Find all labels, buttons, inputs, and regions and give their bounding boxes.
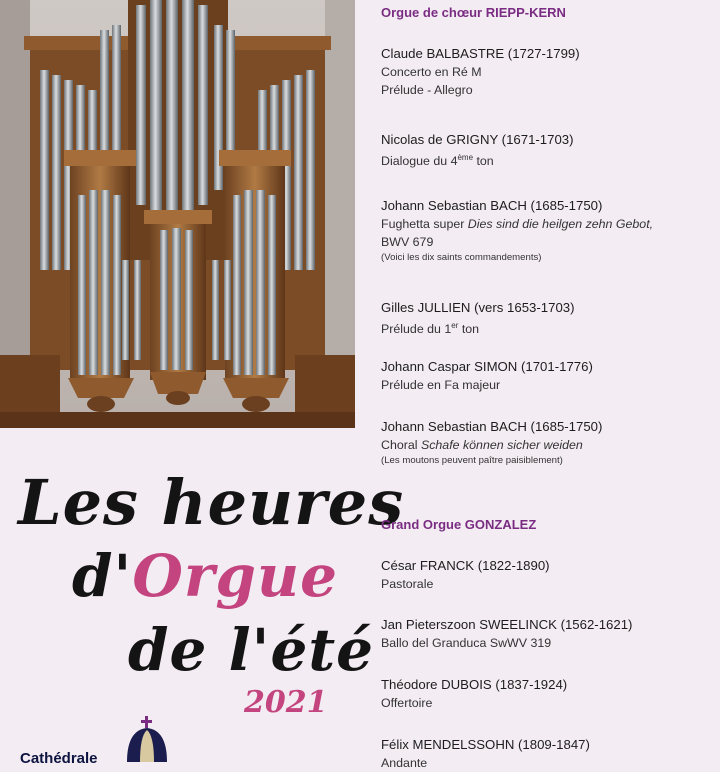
work-title-text: Choral: [381, 438, 421, 452]
composer-name: Johann Sebastian BACH (1685-1750): [381, 198, 603, 213]
title-year: 2021: [244, 685, 328, 720]
work-title: [381, 317, 715, 338]
work-title-italic: Dies sind die heilgen zehn Gebot,: [467, 217, 654, 231]
work-catalog: BWV 679: [381, 235, 434, 249]
ordinal-suffix: ème: [457, 153, 474, 162]
work-title-text: Prélude du 1: [381, 322, 452, 337]
cathedral-label: Cathédrale: [20, 750, 98, 767]
organ-illustration: [0, 0, 355, 428]
composer-name: Johann Sebastian BACH (1685-1750): [381, 419, 603, 434]
composer-name: Claude BALBASTRE (1727-1799): [381, 46, 580, 61]
program-item: [381, 44, 715, 99]
composer-name: Théodore DUBOIS (1837-1924): [381, 677, 568, 692]
program-item: [381, 357, 715, 394]
program-item: [381, 556, 715, 593]
work-title-text: Dialogue du 4: [381, 154, 458, 169]
work-title-italic: Schafe können sicher weiden: [420, 438, 583, 452]
work-title: Offertoire: [381, 696, 433, 710]
work-title-text: Fughetta super: [381, 217, 468, 231]
section-heading-choir-organ: Orgue de chœur RIEPP-KERN: [381, 5, 566, 20]
program-item: [381, 417, 715, 468]
cathedral-dome-icon: [122, 716, 172, 766]
work-title-text: ton: [473, 154, 494, 169]
concert-program: [381, 0, 715, 770]
work-title: [381, 149, 715, 170]
title-line-2: [72, 542, 338, 610]
composer-name: Félix MENDELSSOHN (1809-1847): [381, 737, 590, 752]
organ-photo: [0, 0, 355, 428]
work-title: Andante: [381, 756, 428, 770]
translation-note: (Les moutons peuvent paître paisiblement): [381, 455, 563, 466]
composer-name: Gilles JULLIEN (vers 1653-1703): [381, 300, 575, 315]
composer-name: Jan Pieterszoon SWEELINCK (1562-1621): [381, 617, 633, 632]
work-title: Prélude en Fa majeur: [381, 378, 501, 392]
composer-name: Nicolas de GRIGNY (1671-1703): [381, 132, 574, 147]
work-title: Concerto en Ré M: [381, 65, 482, 79]
work-title: Pastorale: [381, 577, 434, 591]
ordinal-suffix: er: [451, 321, 459, 330]
work-title: [381, 436, 715, 454]
program-item: [381, 130, 715, 170]
program-item: [381, 615, 715, 652]
title-line-2-prefix: d': [72, 542, 133, 610]
translation-note: (Voici les dix saints commandements): [381, 252, 542, 263]
composer-name: César FRANCK (1822-1890): [381, 558, 550, 573]
title-highlight-orgue: Orgue: [132, 542, 339, 610]
program-item: [381, 298, 715, 338]
title-line-3: de l'été: [128, 616, 375, 684]
work-title: [381, 215, 715, 233]
program-item: [381, 196, 715, 265]
composer-name: Johann Caspar SIMON (1701-1776): [381, 359, 593, 374]
section-heading-grand-organ: Grand Orgue GONZALEZ: [381, 517, 537, 532]
program-item: [381, 735, 715, 772]
work-title: Ballo del Granduca SwWV 319: [381, 636, 552, 650]
work-title: Prélude - Allegro: [381, 83, 473, 97]
program-item: [381, 675, 715, 712]
title-line-1: Les heures: [18, 466, 405, 539]
work-title-text: ton: [458, 322, 480, 337]
